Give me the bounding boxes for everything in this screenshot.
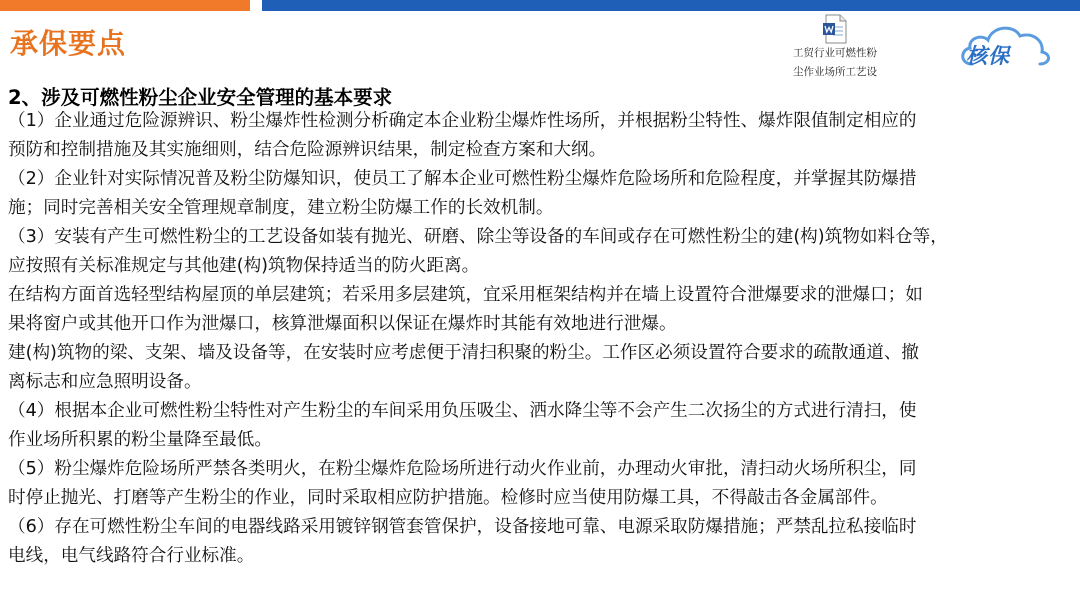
text-line: （2）企业针对实际情况普及粉尘防爆知识，使员工了解本企业可燃性粉尘爆炸危险场所和危险程度，并掌握其防爆措 [8, 169, 917, 189]
text-line: 作业场所积累的粉尘量降至最低。 [8, 430, 272, 450]
text-line: 时停止抛光、打磨等产生粉尘的作业，同时采取相应防护措施。检修时应当使用防爆工具，不得敲击各金属部件。 [8, 488, 888, 508]
text-line: 电线，电气线路符合行业标准。 [8, 546, 255, 566]
logo-text: 核保 [966, 44, 1010, 68]
text-line: 施；同时完善相关安全管理规章制度，建立粉尘防爆工作的长效机制。 [8, 198, 554, 218]
text-line: 预防和控制措施及其实施细则，结合危险源辨识结果，制定检查方案和大纲。 [8, 140, 607, 160]
embedded-document-attachment[interactable] [776, 14, 894, 82]
section-heading: 2、涉及可燃性粉尘企业安全管理的基本要求 [8, 86, 393, 109]
text-line: （1）企业通过危险源辨识、粉尘爆炸性检测分析确定本企业粉尘爆炸性场所，并根据粉尘特性、爆炸限值制定相应的 [8, 111, 917, 131]
attachment-caption-line1: 工贸行业可燃性粉 [793, 47, 877, 59]
slide-title: 承保要点 [10, 27, 127, 60]
text-line: 离标志和应急照明设备。 [8, 372, 202, 392]
text-line: （3）安装有产生可燃性粉尘的工艺设备如装有抛光、研磨、除尘等设备的车间或存在可燃性粉尘的建(构)筑物如料仓等， [8, 227, 948, 247]
word-document-icon[interactable] [822, 14, 848, 44]
text-line: （5）粉尘爆炸危险场所严禁各类明火，在粉尘爆炸危险场所进行动火作业前，办理动火审批，清扫动火场所积尘，同 [8, 459, 917, 479]
header-bar-orange [0, 0, 250, 11]
text-line: 果将窗户或其他开口作为泄爆口，核算泄爆面积以保证在爆炸时其能有效地进行泄爆。 [8, 314, 677, 334]
body-text [8, 107, 1076, 571]
text-line: 应按照有关标准规定与其他建(构)筑物保持适当的防火距离。 [8, 256, 480, 276]
attachment-caption-line2: 尘作业场所工艺设 [793, 66, 877, 78]
header-bar-blue [262, 0, 1080, 11]
text-line: 在结构方面首选轻型结构屋顶的单层建筑；若采用多层建筑，宜采用框架结构并在墙上设置符合泄爆要求的泄爆口；如 [8, 285, 923, 305]
header-bar-wedge [236, 0, 250, 11]
text-line: 建(构)筑物的梁、支架、墙及设备等，在安装时应考虑便于清扫积聚的粉尘。工作区必须设置符合要求的疏散通道、撤 [8, 343, 920, 363]
text-line: （4）根据本企业可燃性粉尘特性对产生粉尘的车间采用负压吸尘、洒水降尘等不会产生二次扬尘的方式进行清扫，使 [8, 401, 917, 421]
hebao-logo [958, 18, 1054, 70]
text-line: （6）存在可燃性粉尘车间的电器线路采用镀锌钢管套管保护，设备接地可靠、电源采取防爆措施；严禁乱拉私接临时 [8, 517, 917, 537]
